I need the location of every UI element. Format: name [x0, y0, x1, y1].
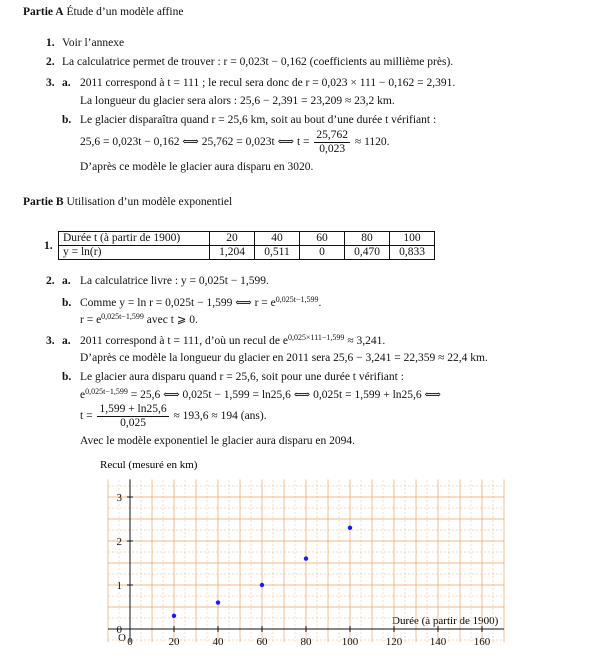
table-cell: 0,833 — [390, 246, 435, 260]
a-q3b-line1: Le glacier disparaîtra quand r = 25,6 km, soit au bout d’une durée t vérifiant : — [80, 114, 437, 126]
b-q3a-text1: 2011 correspond à t = 111, d’où un recul de e — [80, 335, 288, 347]
a-q3a-line1: 2011 correspond à t = 111 ; le recul sera donc de r = 0,023 × 111 − 0,162 = 2,391. — [80, 77, 456, 89]
b-q3a-text2: ≈ 3,241. — [344, 335, 386, 347]
x-tick-label: 160 — [473, 636, 491, 648]
y-tick-label: 2 — [116, 536, 122, 548]
a-q3-number: 3. — [46, 77, 55, 89]
b-q2b-text2: . — [318, 297, 322, 309]
data-point — [172, 614, 176, 618]
y-tick-label: 3 — [116, 492, 122, 504]
part-a-label: Partie A — [23, 6, 64, 18]
b-q1-number: 1. — [44, 240, 53, 252]
table-cell: 40 — [255, 232, 300, 246]
part-b-title: Utilisation d’un modèle exponentiel — [66, 196, 233, 208]
a-q3b-frac-num: 25,762 — [316, 129, 349, 141]
b-q2b-line2-b: avec t ⩾ 0. — [143, 314, 198, 326]
b-q3b-e: e — [80, 389, 86, 401]
b-q2b-exponent2: 0,025t−1,599 — [101, 312, 144, 321]
b-q3b-line1: Le glacier aura disparu quand r = 25,6, soit pour une durée t vérifiant : — [80, 371, 404, 383]
data-point — [348, 526, 352, 530]
y-axis-label: Recul (mesuré en km) — [100, 459, 198, 471]
b-q2b-line2-a: r = e — [80, 314, 102, 326]
part-b-label: Partie B — [23, 196, 64, 208]
a-q2-number: 2. — [46, 56, 55, 68]
b-q3a-letter: a. — [62, 335, 71, 347]
b-q2-number: 2. — [46, 275, 55, 287]
table-cell: 100 — [390, 232, 435, 246]
b-q2a-text: La calculatrice livre : y = 0,025t − 1,599. — [80, 275, 269, 287]
x-tick-label: 100 — [341, 636, 359, 648]
table-cell: 0,511 — [255, 246, 300, 260]
a-q2-text: La calculatrice permet de trouver : r = 0,023t − 0,162 (coefficients au millième près). — [62, 56, 454, 68]
b-q2b-text1: Comme y = ln r = 0,025t − 1,599 ⟺ r = e — [80, 297, 276, 309]
b-q3b-line2-rest: = 25,6 ⟺ 0,025t − 1,599 = ln25,6 ⟺ 0,025t = 1,599 + ln25,6 ⟺ — [127, 389, 442, 401]
table-cell: 0 — [300, 246, 345, 260]
b-q3b-line3-left: t = — [80, 410, 93, 423]
a-q3a-letter: a. — [62, 77, 71, 89]
table-cell: 60 — [300, 232, 345, 246]
a-q3b-eq-left: 25,6 = 0,023t − 0,162 ⟺ 25,762 = 0,023t ⟺ t = — [80, 136, 310, 149]
b-q3-number: 3. — [46, 335, 55, 347]
b-q2a-letter: a. — [62, 275, 71, 287]
a-q3b-letter: b. — [62, 114, 72, 126]
table-row1-header: Durée t (à partir de 1900) — [59, 232, 210, 246]
b-q3b-frac-num: 1,599 + ln25,6 — [99, 403, 167, 415]
part-a-title: Étude d’un modèle affine — [66, 6, 184, 18]
data-point — [260, 583, 264, 587]
origin-label: O — [118, 632, 126, 644]
a-q3b-frac-den: 0,023 — [319, 143, 346, 155]
a-q3b-eq-right: ≈ 1120. — [354, 136, 390, 149]
table-cell: 80 — [345, 232, 390, 246]
b-q2b-exponent1: 0,025t−1,599 — [275, 295, 319, 304]
table-cell: 20 — [210, 232, 255, 246]
a-q3b-line3: D’après ce modèle le glacier aura disparu en 3020. — [80, 161, 314, 173]
data-point — [304, 556, 308, 560]
x-tick-label: 40 — [212, 636, 224, 648]
b-q2b-letter: b. — [62, 297, 72, 309]
x-tick-label: 60 — [256, 636, 268, 648]
table-cell: 1,204 — [210, 246, 255, 260]
x-tick-label: 0 — [127, 636, 133, 648]
b-q3a-exponent: 0,025×111−1,599 — [288, 333, 345, 342]
b-q3b-frac-den: 0,025 — [120, 417, 146, 429]
a-q3a-line2: La longueur du glacier sera alors : 25,6 − 2,391 = 23,209 ≈ 23,2 km. — [80, 95, 395, 107]
y-tick-label: 1 — [116, 580, 122, 592]
b-q3b-exponent: 0,025t−1,599 — [85, 387, 128, 396]
b-q3b-letter: b. — [62, 371, 72, 383]
b-q3b-line3-right: ≈ 193,6 ≈ 194 (ans). — [173, 410, 267, 423]
data-point — [216, 600, 220, 604]
x-tick-label: 20 — [168, 636, 180, 648]
table-cell: 0,470 — [345, 246, 390, 260]
b-q3b-line4: Avec le modèle exponentiel le glacier aura disparu en 2094. — [80, 435, 356, 447]
table-row2-header: y = ln(r) — [59, 246, 210, 260]
a-q1-number: 1. — [46, 37, 55, 49]
x-tick-label: 120 — [385, 636, 403, 648]
b-q3a-line2: D’après ce modèle la longueur du glacier en 2011 sera 25,6 − 3,241 = 22,359 ≈ 22,4 km. — [80, 352, 488, 364]
x-tick-label: 140 — [429, 636, 447, 648]
x-axis-label: Durée (à partir de 1900) — [392, 615, 499, 627]
a-q1-text: Voir l’annexe — [62, 37, 125, 49]
y-tick-label: 0 — [116, 624, 122, 636]
x-tick-label: 80 — [300, 636, 312, 648]
